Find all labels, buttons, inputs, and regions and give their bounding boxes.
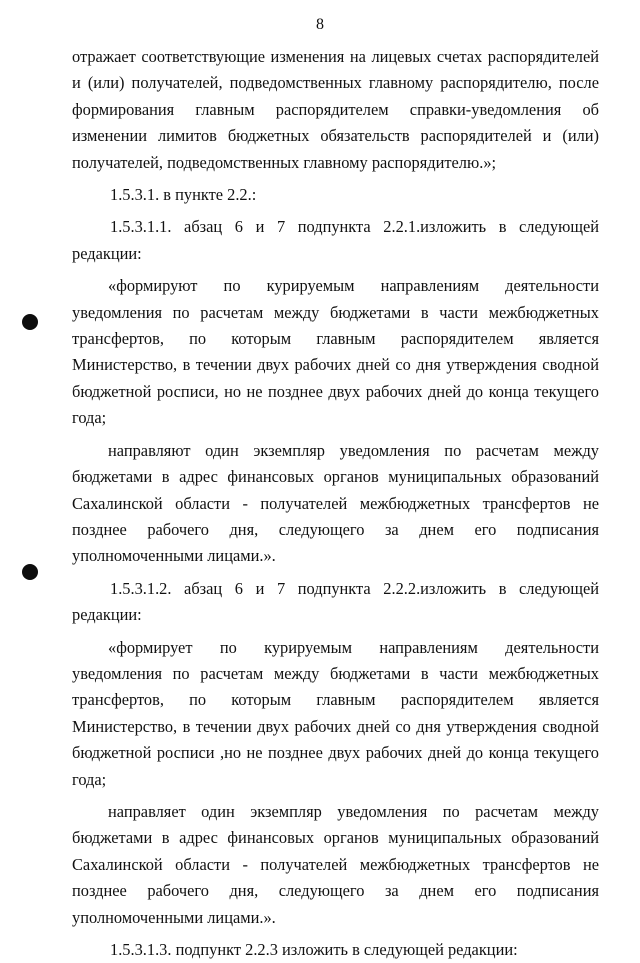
paragraph-clause-1-5-3-1-1: 1.5.3.1.1. абзац 6 и 7 подпункта 2.2.1.изложить в следующей редакции:: [72, 217, 599, 263]
paragraph-quote-formiruyut: «формируют по курируемым направлениям деятельности уведомления по расчетам между бюджетами в части межбюджетных трансфертов, по которым главным распорядителем является Министерство, в течении двух рабочих дней со дня утверждения сводной бюджетной росписи, но не позднее двух рабочих дней до конца текущего года;: [72, 276, 599, 428]
paragraph-clause-1-5-3-1-2: 1.5.3.1.2. абзац 6 и 7 подпункта 2.2.2.изложить в следующей редакции:: [72, 578, 599, 625]
paragraph-clause-1-5-3-1: 1.5.3.1. в пункте 2.2.:: [110, 185, 257, 205]
paragraph-clause-1-5-3-1-3: 1.5.3.1.3. подпункт 2.2.3 изложить в следующей редакции:: [110, 940, 518, 959]
binder-hole-mark: [22, 564, 38, 580]
paragraph-quote-formiruet: «формирует по курируемым направлениям деятельности уведомления по расчетам между бюджетами в части межбюджетных трансфертов, по которым главным распорядителем является Министерство, в течении двух рабочих дней со дня утверждения сводной бюджетной росписи ,но не позднее двух рабочих дней до конца текущего года;: [72, 637, 599, 789]
document-body: [72, 44, 599, 963]
page-number: 8: [316, 16, 324, 33]
paragraph-napravlyayut: направляют один экземпляр уведомления по расчетам между бюджетами в адрес финансовых органов муниципальных образований Сахалинской области - получателей межбюджетных трансфертов не позднее рабочего дня, следующего за днем его подписания уполномоченными лицами.».: [72, 440, 599, 566]
binder-hole-mark: [22, 314, 38, 330]
paragraph-continuation: отражает соответствующие изменения на лицевых счетах распорядителей и (или) получателей, подведомственных главному распорядителю, после формирования главным распорядителем справки-уведомления об изменении лимитов бюджетных обязательств распорядителей и (или) получателей, подведомственных главному распорядителю.»;: [72, 47, 599, 172]
paragraph-napravlyaet: направляет один экземпляр уведомления по расчетам между бюджетами в адрес финансовых органов муниципальных образований Сахалинской области - получателей межбюджетных трансфертов не позднее рабочего дня, следующего за днем его подписания уполномоченными лицами.».: [72, 801, 599, 927]
